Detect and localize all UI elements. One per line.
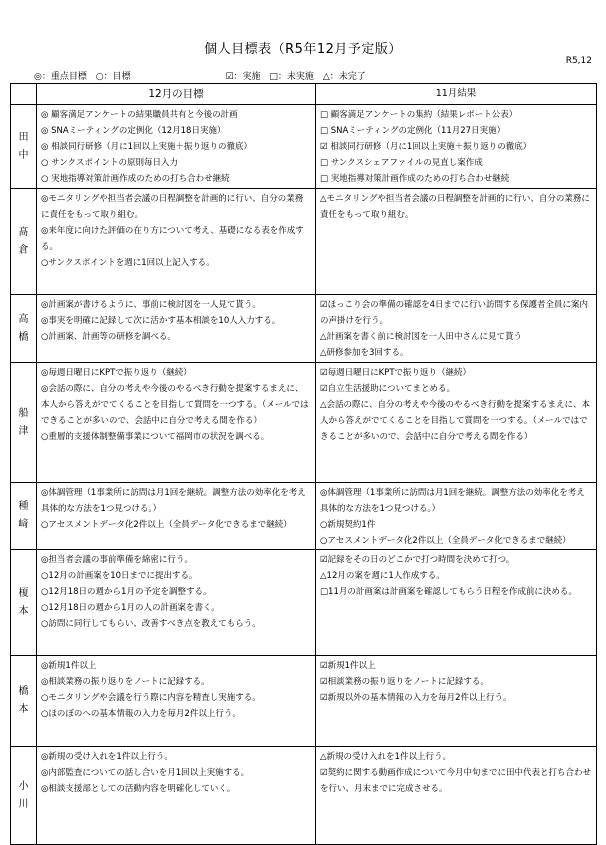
goal-item: ◎毎週日曜日にKPTで振り返り（継続） xyxy=(41,368,192,378)
result-cell xyxy=(316,747,597,845)
result-item: △新規の受け入れを1件以上行う。 xyxy=(320,752,451,762)
goal-item: ◎新規の受け入れを1件以上行う。 xyxy=(41,752,173,762)
goal-item: ◎来年度に向けた評価の在り方について考え、基礎になる表を作成する。 xyxy=(41,226,304,252)
result-item: △会話の際に、自分の考えや今後のやるべき行動を提案するまえに、本人から答えがでてくることを目指して質問を一つする。（メールではできることが多いので、会話中に自分で考える間を作る） xyxy=(320,400,591,442)
table-row xyxy=(11,295,597,363)
goal-item: ○ほのぼのへの基本情報の入力を毎月2件以上行う。 xyxy=(41,709,241,719)
result-item: ☑新規1件以上 xyxy=(320,661,376,671)
table-row xyxy=(11,656,597,747)
goal-item: ◎モニタリングや担当者会議の日程調整を計画的に行い、自分の業務に責任をもって取り組む。 xyxy=(41,194,304,220)
staff-name-cell xyxy=(11,189,37,295)
result-item: ☑相談業務の振り返りをノートに記録する。 xyxy=(320,677,489,687)
staff-name-cell xyxy=(11,295,37,363)
legend-incomplete: △：未完了 xyxy=(322,72,366,82)
goal-item: ○アセスメントデータ化2件以上（全員データ化できるまで継続） xyxy=(41,520,292,530)
goal-cell xyxy=(37,656,316,747)
result-cell xyxy=(316,483,597,550)
result-item: ☑自立生活援助についてまとめる。 xyxy=(320,384,455,394)
goal-cell xyxy=(37,483,316,550)
goal-item: ○ 実地指導対策計画作成のための打ち合わせ継続 xyxy=(41,174,230,184)
result-cell xyxy=(316,189,597,295)
goal-item: ◎新規1件以上 xyxy=(41,661,97,671)
result-item: △研修参加を3回する。 xyxy=(320,348,409,358)
goal-item: ○訪問に同行してもらい、改善すべき点を教えてもらう。 xyxy=(41,619,261,629)
result-cell xyxy=(316,656,597,747)
result-item: ○アセスメントデータ化2件以上（全員データ化できるまで継続） xyxy=(320,536,571,546)
goal-item: ◎事実を明確に記録して次に活かす基本相談を10人入力する。 xyxy=(41,316,281,326)
goal-cell xyxy=(37,105,316,189)
goal-table xyxy=(10,83,597,845)
goal-item: ◎ 相談同行研修（月に1回以上実施＋振り返りの徹底） xyxy=(41,142,253,152)
staff-name-cell xyxy=(11,105,37,189)
result-item: □ SNAミーティングの定例化（11月27日実施） xyxy=(320,126,506,136)
result-item: ☑新規以外の基本情報の入力を毎月2件以上行う。 xyxy=(320,693,512,703)
table-row xyxy=(11,363,597,483)
goal-item: ○12月18日の週から1月の予定を調整する。 xyxy=(41,587,212,597)
legend-goal: ○：目標 xyxy=(95,72,131,82)
legend-done: ☑：実施 xyxy=(225,72,261,82)
result-item: □ 実地指導対策計画作成のための打ち合わせ継続 xyxy=(320,174,510,184)
result-item: □ 顧客満足アンケートの集約（結果レポート公表） xyxy=(320,110,518,120)
goal-item: ○12月の計画案を10日までに提出する。 xyxy=(41,571,198,581)
legend-not-done: □：未実施 xyxy=(269,72,314,82)
goal-item: ○計画案、計画等の研修を調べる。 xyxy=(41,332,176,342)
goal-item: ○12月18日の週から1月の人の計画案を書く。 xyxy=(41,603,220,613)
staff-name-cell xyxy=(11,363,37,483)
result-item: □11月の計画案は計画案を確認してもらう日程を作成前に決める。 xyxy=(320,587,577,597)
goal-item: ◎ SNAミーティングの定例化（12月18日実施） xyxy=(41,126,226,136)
result-item: ☑ 相談同行研修（月に1回以上実施＋振り返りの徹底） xyxy=(320,142,532,152)
result-item: △モニタリングや担当者会議の日程調整を計画的に行い、自分の業務に責任をもって取り組む。 xyxy=(320,194,590,220)
staff-name-cell xyxy=(11,747,37,845)
result-item: △計画案を書く前に検討図を一人田中さんに見て貰う xyxy=(320,332,523,342)
goal-item: ◎内部監査についての話し合いを月1回以上実施する。 xyxy=(41,768,250,778)
goal-cell xyxy=(37,747,316,845)
result-cell xyxy=(316,295,597,363)
goal-item: ◎計画案が書けるように、事前に検討図を一人見て貰う。 xyxy=(41,300,261,310)
staff-name: 橋 本 xyxy=(18,686,29,715)
legend xyxy=(34,69,372,82)
result-item: ◎体調管理（1事業所に訪問は月1回を継続。調整方法の効率化を考え具体的な方法を1つ見つける。） xyxy=(320,488,585,514)
result-item: ☑記録をその日のどこかで打つ時間を決めて打つ。 xyxy=(320,555,515,565)
column-header-goal: 12月の目標 xyxy=(37,84,316,105)
staff-name-cell xyxy=(11,550,37,656)
table-row xyxy=(11,550,597,656)
column-header-name xyxy=(11,84,37,105)
table-header-row xyxy=(11,84,597,105)
result-cell xyxy=(316,363,597,483)
goal-item: ◎体調管理（1事業所に訪問は月1回を継続。調整方法の効率化を考え具体的な方法を1つ見つける。） xyxy=(41,488,306,514)
goal-item: ◎相談支援部としての活動内容を明確化していく。 xyxy=(41,784,236,794)
goal-cell xyxy=(37,550,316,656)
staff-name: 高 橋 xyxy=(18,313,29,343)
goal-item: ○ サンクスポイントの原則毎日入力 xyxy=(41,158,178,168)
goal-item: ◎担当者会議の事前準備を綿密に行う。 xyxy=(41,555,193,565)
staff-name-cell xyxy=(11,656,37,747)
result-item: ☑契約に関する動画作成について今月中旬までに田中代表と打ち合わせを行い、月末までに完成させる。 xyxy=(320,768,591,794)
goal-item: ○サンクスポイントを週に1回以上記入する。 xyxy=(41,258,215,268)
legend-important: ◎：重点目標 xyxy=(34,72,87,82)
result-cell xyxy=(316,550,597,656)
goal-item: ◎会話の際に、自分の考えや今後のやるべき行動を提案するまえに、本人から答えがでてくることを目指して質問を一つする。（メールではできることが多いので、会話中に自分で考える間を作る） xyxy=(41,384,309,426)
staff-name: 小 川 xyxy=(18,780,29,810)
table-row xyxy=(11,747,597,845)
document-reference: R5,12 xyxy=(565,56,592,66)
goal-item: ◎ 顧客満足アンケートの結果職員共有と今後の計画 xyxy=(41,110,238,120)
page-title: 個人目標表（R5年12月予定版） xyxy=(204,42,402,57)
result-item: ○新規契約1件 xyxy=(320,520,376,530)
staff-name: 船 津 xyxy=(18,407,29,437)
result-item: ☑毎週日曜日にKPTで振り返り（継続） xyxy=(320,368,472,378)
staff-name-cell xyxy=(11,483,37,550)
result-item: □ サンクスシェアファイルの見直し案作成 xyxy=(320,158,483,168)
table-row xyxy=(11,105,597,189)
staff-name: 田 中 xyxy=(18,131,29,161)
table-row xyxy=(11,189,597,295)
staff-name: 髙 倉 xyxy=(18,226,29,256)
result-item: △12月の案を週に1人作成する。 xyxy=(320,571,445,581)
table-row xyxy=(11,483,597,550)
goal-cell xyxy=(37,189,316,295)
goal-item: ○重層的支援体制整備事業について福岡市の状況を調べる。 xyxy=(41,432,270,442)
column-header-result: 11月結果 xyxy=(316,84,597,105)
goal-cell xyxy=(37,295,316,363)
goal-cell xyxy=(37,363,316,483)
staff-name: 榎 本 xyxy=(18,587,29,617)
goal-item: ○モニタリングや会議を行う際に内容を精査し実施する。 xyxy=(41,693,261,703)
result-cell xyxy=(316,105,597,189)
result-item: ☑ほっこり会の準備の確認を4日までに行い訪問する保護者全員に案内の声掛けを行う。 xyxy=(320,300,589,326)
goal-item: ◎相談業務の振り返りをノートに記録する。 xyxy=(41,677,210,687)
staff-name: 種 﨑 xyxy=(18,501,29,530)
